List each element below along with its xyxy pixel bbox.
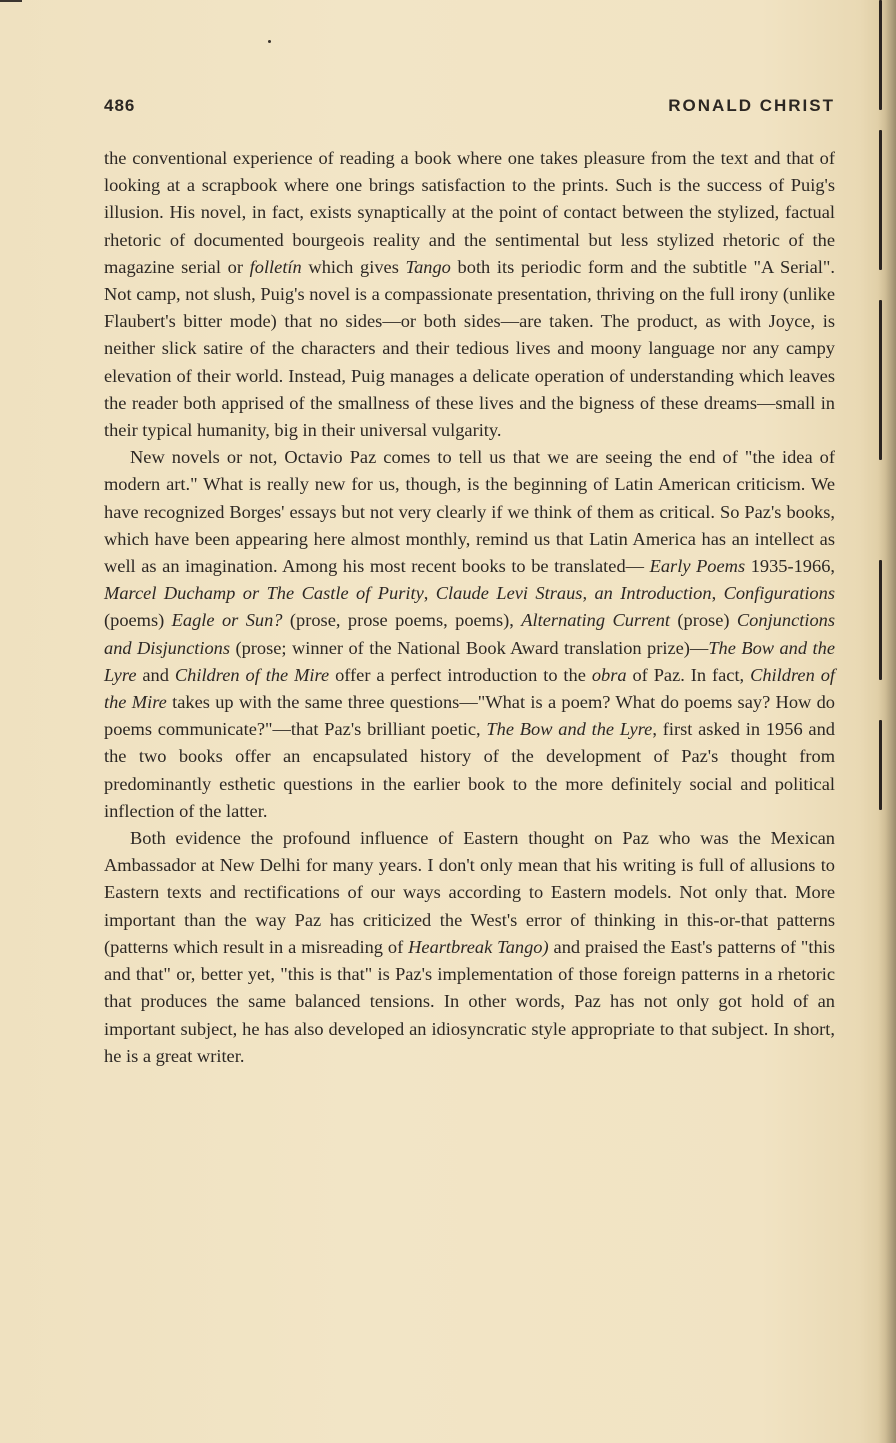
text-run: (prose; winner of the National Book Award translation prize)— (230, 637, 709, 658)
text-run: and (136, 664, 175, 685)
italic-title: The Bow and the Lyre (104, 637, 835, 685)
text-run: offer a perfect introduction to the (329, 664, 592, 685)
text-run: (poems) (104, 610, 172, 631)
italic-title: Alternating Current (521, 610, 671, 631)
body-text (104, 145, 835, 1070)
edge-line-upper (879, 130, 882, 270)
italic-title: Children of the Mire (104, 664, 836, 713)
italic-title: Heartbreak Tango) (408, 936, 549, 957)
italic-title: Claude Levi Straus, an Introduction (435, 583, 712, 604)
italic-title: Children of the Mire (174, 664, 330, 685)
paragraph-2 (104, 444, 835, 825)
page-speck (268, 40, 271, 43)
edge-line-middle (879, 300, 882, 460)
italic-title: Configurations (723, 583, 835, 604)
edge-line-bottom (879, 720, 882, 810)
text-run: of Paz. In fact, (626, 664, 751, 685)
paragraph-1 (104, 145, 835, 444)
text-run: both its periodic form and the subtitle "A Serial". Not camp, not slush, Puig's novel is a compassionate presentation, thriving on the full irony (unlike Flaubert's bitter mode) that no sides—or both sides—are taken. The product, as with Joyce, is neither slick satire of the characters and their tedious lives and moony language nor any campy elevation of their world. Instead, Puig manages a delicate operation of understanding which leaves the reader both apprised of the smallness of these lives and the bigness of these dreams—small in their typical humanity, big in their universal vulgarity. (104, 256, 835, 441)
italic-title: Conjunctions and Disjunctions (104, 610, 835, 658)
italic-title: The Bow and the Lyre (486, 719, 653, 740)
text-run: New novels or not, Octavio Paz comes to tell us that we are seeing the end of "the idea of modern art." What is really new for us, though, is the beginning of Latin American criticism. We have recognized Borges' essays but not very clearly if we think of them as critical. So Paz's books, which have been appearing here almost monthly, remind us that Latin America has an intellect as well as an imagination. Among his most recent books to be translated— (104, 447, 835, 577)
italic-title: Tango (405, 256, 451, 277)
text-run: Both evidence the profound influence of Eastern thought on Paz who was the Mexican Ambassador at New Delhi for many years. I don't only mean that his writing is full of allusions to Eastern texts and rectifications of our ways according to Eastern models. Not only that. More important than the way Paz has criticized the West's error of thinking in this-or-that patterns (patterns which result in a misreading of (104, 828, 835, 957)
edge-line-lower (879, 560, 882, 680)
text-run: , (711, 583, 724, 604)
running-head-author: RONALD CHRIST (668, 96, 835, 115)
paragraph-3 (104, 825, 835, 1070)
text-run: the conventional experience of reading a book where one takes pleasure from the text and that of looking at a scrapbook where one brings satisfaction to the prints. Such is the success of Puig's illusion. His novel, in fact, exists synaptically at the point of contact between the stylized, factual rhetoric of documented bourgeois reality and the sentimental but less stylized rhetoric of the magazine serial or (104, 148, 835, 277)
running-header (104, 96, 835, 120)
italic-title: obra (591, 664, 627, 685)
italic-title: Eagle or Sun? (171, 610, 283, 631)
text-run: which gives (301, 256, 406, 277)
italic-title: Early Poems (649, 556, 746, 577)
text-run: (prose, prose poems, poems), (282, 610, 522, 631)
italic-title: folletín (249, 256, 302, 277)
page-number: 486 (104, 96, 136, 115)
edge-line-top (879, 0, 882, 110)
text-run: takes up with the same three questions—"What is a poem? What do poems say? How do poems communicate?"—that Paz's brilliant poetic, (104, 692, 835, 740)
italic-title: Marcel Duchamp or The Castle of Purity (104, 583, 424, 604)
text-run: , first asked in 1956 and the two books offer an encapsulated history of the development of Paz's thought from predominantly esthetic questions in the earlier book to the more definitely social and political inflection of the latter. (104, 719, 835, 821)
text-run: (prose) (670, 610, 737, 631)
text-run: , (423, 583, 436, 604)
text-run: 1935-1966, (745, 556, 835, 577)
text-run: and praised the East's patterns of "this and that" or, better yet, "this is that" is Paz's implementation of those foreign patterns in a rhetoric that produces the same balanced tensions. In other words, Paz has not only got hold of an important subject, he has also developed an idiosyncratic style appropriate to that subject. In short, he is a great writer. (104, 936, 835, 1066)
top-rule (0, 0, 22, 2)
